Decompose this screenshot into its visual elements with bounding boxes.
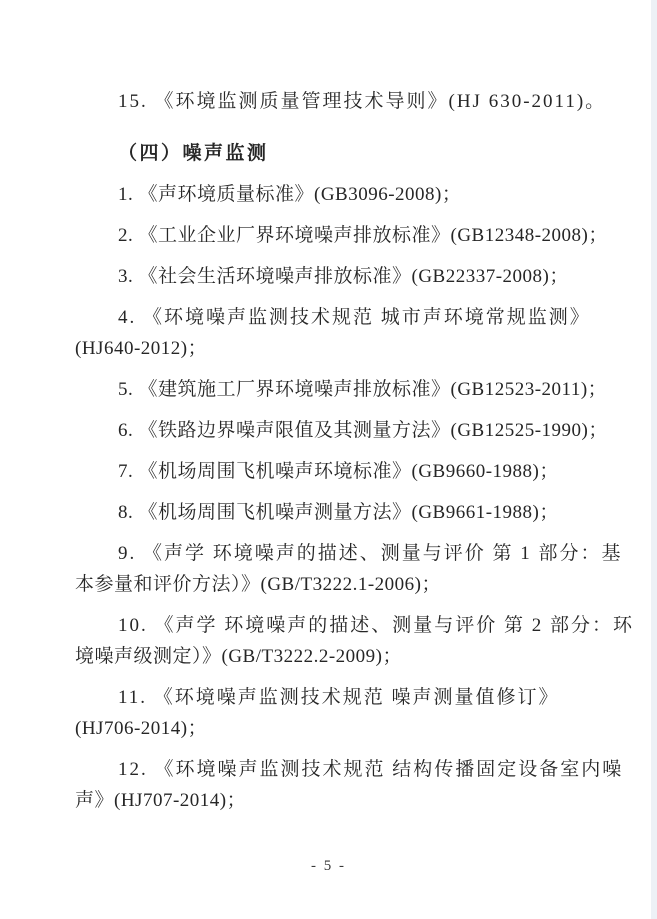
list-item-4-continuation: (HJ640-2012)；	[75, 338, 208, 359]
list-item-11-continuation: (HJ706-2014)；	[75, 718, 208, 739]
page-edge-shadow	[651, 0, 657, 919]
list-item-12-continuation: 声》(HJ707-2014)；	[75, 790, 247, 811]
list-item-9: 9. 《声学 环境噪声的描述、测量与评价 第 1 部分：基	[118, 543, 623, 564]
list-item-2: 2. 《工业企业厂界环境噪声排放标准》(GB12348-2008)；	[118, 225, 608, 246]
list-item-10: 10. 《声学 环境噪声的描述、测量与评价 第 2 部分：环	[118, 615, 635, 636]
list-item-11: 11. 《环境噪声监测技术规范 噪声测量值修订》	[118, 687, 560, 708]
section-heading-noise-monitoring: （四）噪声监测	[118, 143, 269, 164]
list-item-6: 6. 《铁路边界噪声限值及其测量方法》(GB12525-1990)；	[118, 420, 608, 441]
list-item-12: 12. 《环境噪声监测技术规范 结构传播固定设备室内噪	[118, 759, 624, 780]
list-item-3: 3. 《社会生活环境噪声排放标准》(GB22337-2008)；	[118, 266, 569, 287]
list-item-10-continuation: 境噪声级测定）》(GB/T3222.2-2009)；	[75, 646, 403, 667]
document-body	[75, 86, 635, 816]
list-item-9-continuation: 本参量和评价方法）》(GB/T3222.1-2006)；	[75, 574, 442, 595]
list-item-5: 5. 《建筑施工厂界环境噪声排放标准》(GB12523-2011)；	[118, 379, 608, 400]
list-item-8: 8. 《机场周围飞机噪声测量方法》(GB9661-1988)；	[118, 502, 559, 523]
page-number: - 5 -	[311, 858, 346, 874]
list-item-15: 15. 《环境监测质量管理技术导则》(HJ 630-2011)。	[118, 91, 607, 112]
list-item-7: 7. 《机场周围飞机噪声环境标准》(GB9660-1988)；	[118, 461, 559, 482]
list-item-1: 1. 《声环境质量标准》(GB3096-2008)；	[118, 184, 462, 205]
list-item-4: 4. 《环境噪声监测技术规范 城市声环境常规监测》	[118, 307, 591, 328]
